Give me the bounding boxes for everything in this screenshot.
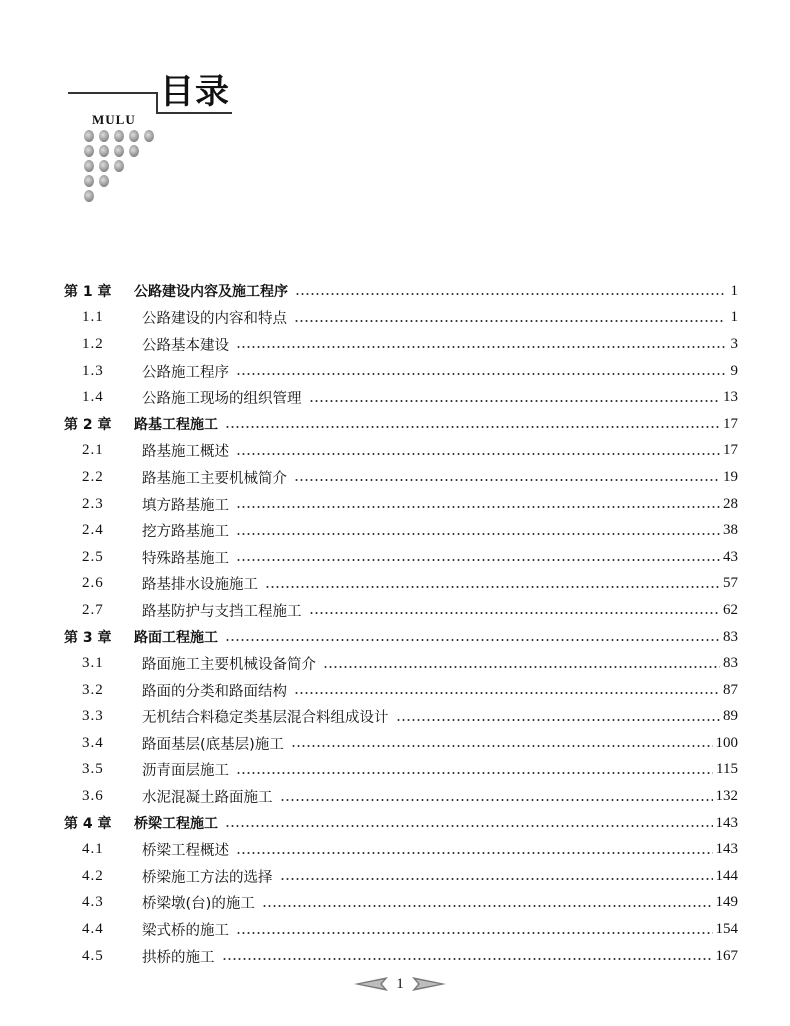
toc-chapter-row[interactable]: [64, 411, 738, 438]
toc-dot-leader: [262, 905, 713, 907]
toc-entry-title: 路基施工概述: [142, 444, 229, 461]
toc-entry-page: 83: [723, 655, 738, 672]
toc-entry-page: 87: [723, 681, 738, 698]
toc-entry-title: 特殊路基施工: [142, 550, 229, 567]
toc-entry-title: 路基排水设施施工: [142, 577, 258, 594]
toc-section-row[interactable]: [64, 544, 738, 571]
toc-section-row[interactable]: [64, 677, 738, 704]
toc-entry-title: 公路施工程序: [142, 364, 229, 381]
toc-entry-page: 57: [723, 575, 738, 592]
toc-entry-title: 水泥混凝土路面施工: [142, 790, 273, 807]
toc-section-row[interactable]: [64, 757, 738, 784]
toc-entry-number: 2.4: [82, 522, 104, 539]
toc-entry-title: 路面基层(底基层)施工: [142, 736, 284, 753]
toc-entry-page: 43: [723, 548, 738, 565]
toc-dot-leader: [236, 772, 713, 774]
toc-chapter-row[interactable]: [64, 278, 738, 305]
toc-entry-title: 梁式桥的施工: [142, 923, 229, 940]
toc-entry-number: 4.3: [82, 894, 104, 911]
toc-entry-number: 1.1: [82, 309, 104, 326]
toc-entry-number: 第 3 章: [64, 630, 112, 647]
toc-entry-number: 4.1: [82, 841, 104, 858]
toc-dot-leader: [295, 293, 725, 295]
toc-entry-title: 路基工程施工: [134, 417, 218, 434]
toc-section-row[interactable]: [64, 384, 738, 411]
toc-entry-page: 1: [730, 282, 738, 299]
toc-section-row[interactable]: [64, 517, 738, 544]
toc-section-row[interactable]: [64, 916, 738, 943]
page-number: 1: [396, 975, 404, 992]
decorative-dot: [84, 190, 94, 202]
toc-dot-leader: [294, 692, 720, 694]
toc-entry-number: 3.5: [82, 761, 104, 778]
arrow-left-icon: [354, 977, 388, 991]
toc-dot-leader: [236, 346, 725, 348]
toc-section-row[interactable]: [64, 704, 738, 731]
toc-dot-leader: [236, 506, 720, 508]
toc-entry-title: 路面工程施工: [134, 630, 218, 647]
toc-dot-leader: [236, 373, 725, 375]
toc-entry-title: 填方路基施工: [142, 497, 229, 514]
header-rule-vertical: [156, 92, 158, 114]
decorative-dot: [129, 130, 139, 142]
toc-entry-number: 3.3: [82, 708, 104, 725]
toc-section-row[interactable]: [64, 305, 738, 332]
toc-section-row[interactable]: [64, 783, 738, 810]
toc-dot-leader: [309, 400, 721, 402]
toc-entry-page: 143: [715, 814, 738, 831]
decorative-dot: [144, 130, 154, 142]
toc-entry-title: 公路建设内容及施工程序: [134, 284, 288, 301]
decorative-dot: [84, 175, 94, 187]
decorative-dot: [114, 130, 124, 142]
toc-dot-leader: [280, 878, 713, 880]
toc-entry-page: 149: [715, 894, 738, 911]
toc-dot-leader: [291, 745, 713, 747]
toc-entry-number: 3.2: [82, 681, 104, 698]
toc-entry-page: 62: [723, 601, 738, 618]
toc-section-row[interactable]: [64, 331, 738, 358]
toc-section-row[interactable]: [64, 597, 738, 624]
toc-section-row[interactable]: [64, 464, 738, 491]
toc-entry-page: 19: [723, 468, 738, 485]
header-rule-left: [68, 92, 158, 94]
toc-entry-number: 3.4: [82, 734, 104, 751]
toc-entry-number: 4.2: [82, 867, 104, 884]
toc-dot-leader: [294, 320, 725, 322]
toc-entry-number: 4.4: [82, 921, 104, 938]
toc-dot-leader: [309, 612, 721, 614]
toc-section-row[interactable]: [64, 438, 738, 465]
toc-entry-page: 144: [715, 867, 738, 884]
toc-entry-page: 9: [730, 362, 738, 379]
toc-dot-leader: [236, 852, 713, 854]
toc-section-row[interactable]: [64, 650, 738, 677]
toc-entry-page: 167: [715, 947, 738, 964]
decorative-dot: [84, 130, 94, 142]
toc-section-row[interactable]: [64, 491, 738, 518]
toc-dot-leader: [236, 453, 720, 455]
page-title: 目录: [160, 72, 230, 112]
toc-entry-page: 143: [715, 841, 738, 858]
decorative-dot-grid: [84, 130, 164, 200]
toc-dot-leader: [236, 932, 713, 934]
toc-entry-title: 路面的分类和路面结构: [142, 683, 287, 700]
toc-section-row[interactable]: [64, 890, 738, 917]
toc-entry-number: 3.6: [82, 788, 104, 805]
toc-entry-page: 100: [715, 734, 738, 751]
header-rule-under-title: [156, 112, 232, 114]
table-of-contents: [64, 278, 738, 969]
toc-entry-title: 桥梁工程施工: [134, 816, 218, 833]
toc-section-row[interactable]: [64, 730, 738, 757]
toc-entry-page: 13: [723, 389, 738, 406]
toc-entry-page: 1: [730, 309, 738, 326]
toc-section-row[interactable]: [64, 571, 738, 598]
toc-dot-leader: [225, 639, 720, 641]
toc-entry-page: 28: [723, 495, 738, 512]
toc-entry-title: 公路基本建设: [142, 337, 229, 354]
toc-entry-page: 17: [723, 415, 738, 432]
decorative-dot: [114, 145, 124, 157]
toc-section-row[interactable]: [64, 836, 738, 863]
toc-entry-page: 89: [723, 708, 738, 725]
toc-entry-number: 1.4: [82, 389, 104, 406]
toc-entry-title: 沥青面层施工: [142, 763, 229, 780]
toc-entry-title: 桥梁工程概述: [142, 843, 229, 860]
toc-dot-leader: [323, 666, 720, 668]
toc-entry-title: 无机结合料稳定类基层混合料组成设计: [142, 710, 389, 727]
decorative-dot: [99, 175, 109, 187]
toc-dot-leader: [265, 586, 720, 588]
toc-entry-page: 38: [723, 522, 738, 539]
decorative-dot: [84, 145, 94, 157]
toc-section-row[interactable]: [64, 358, 738, 385]
toc-section-row[interactable]: [64, 943, 738, 970]
toc-dot-leader: [236, 533, 720, 535]
decorative-dot: [99, 145, 109, 157]
toc-dot-leader: [222, 958, 713, 960]
toc-entry-page: 17: [723, 442, 738, 459]
toc-entry-number: 第 2 章: [64, 417, 112, 434]
toc-section-row[interactable]: [64, 863, 738, 890]
toc-dot-leader: [236, 559, 720, 561]
toc-entry-number: 1.2: [82, 335, 104, 352]
toc-entry-page: 154: [715, 921, 738, 938]
toc-entry-title: 路基防护与支挡工程施工: [142, 603, 302, 620]
toc-entry-number: 第 4 章: [64, 816, 112, 833]
toc-entry-page: 115: [716, 761, 738, 778]
toc-entry-number: 2.1: [82, 442, 104, 459]
toc-entry-number: 2.7: [82, 601, 104, 618]
toc-chapter-row[interactable]: [64, 810, 738, 837]
toc-entry-page: 83: [723, 628, 738, 645]
toc-entry-number: 第 1 章: [64, 284, 112, 301]
toc-dot-leader: [225, 825, 713, 827]
arrow-right-icon: [412, 977, 446, 991]
toc-entry-title: 桥梁施工方法的选择: [142, 869, 273, 886]
page-footer: [348, 970, 452, 998]
toc-chapter-row[interactable]: [64, 624, 738, 651]
decorative-dot: [84, 160, 94, 172]
toc-entry-number: 1.3: [82, 362, 104, 379]
toc-entry-number: 3.1: [82, 655, 104, 672]
toc-dot-leader: [294, 479, 720, 481]
toc-entry-number: 2.3: [82, 495, 104, 512]
toc-entry-title: 拱桥的施工: [142, 949, 215, 966]
toc-entry-title: 挖方路基施工: [142, 524, 229, 541]
page-subtitle: MULU: [92, 112, 136, 127]
toc-entry-number: 2.6: [82, 575, 104, 592]
toc-entry-page: 3: [730, 335, 738, 352]
toc-dot-leader: [396, 719, 721, 721]
decorative-dot: [129, 145, 139, 157]
toc-entry-title: 桥梁墩(台)的施工: [142, 896, 255, 913]
decorative-dot: [99, 160, 109, 172]
toc-dot-leader: [225, 426, 720, 428]
toc-entry-number: 4.5: [82, 947, 104, 964]
decorative-dot: [99, 130, 109, 142]
toc-entry-title: 路基施工主要机械简介: [142, 470, 287, 487]
decorative-dot: [114, 160, 124, 172]
toc-entry-page: 132: [715, 788, 738, 805]
toc-entry-number: 2.5: [82, 548, 104, 565]
toc-entry-title: 公路建设的内容和特点: [142, 311, 287, 328]
toc-entry-title: 路面施工主要机械设备简介: [142, 657, 316, 674]
toc-dot-leader: [280, 799, 713, 801]
toc-entry-number: 2.2: [82, 468, 104, 485]
toc-entry-title: 公路施工现场的组织管理: [142, 391, 302, 408]
